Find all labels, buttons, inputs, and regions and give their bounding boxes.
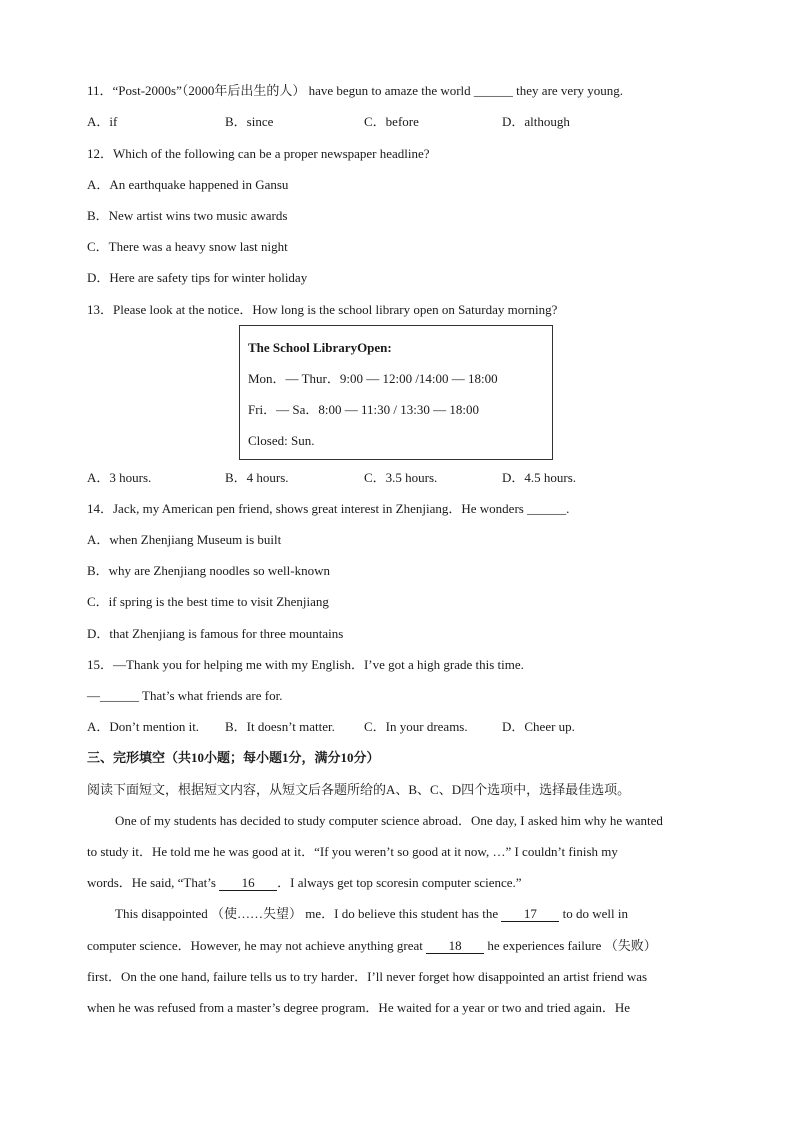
q11-option-b[interactable]: B．since: [225, 114, 274, 129]
q11-stem-start: 11．“Post-2000s”（2000年后出生的人） have begun to amaze the world: [87, 83, 474, 98]
notice-hours-mon-thur: Mon．— Thur．9:00 — 12:00 /14:00 — 18:00: [248, 371, 498, 386]
notice-title: The School LibraryOpen:: [248, 340, 392, 355]
section3-instruction: 阅读下面短文，根据短文内容，从短文后各题所给的A、B、C、D四个选项中，选择最佳选项。: [87, 782, 631, 797]
passage-line-5-end: he experiences failure （失败）: [484, 938, 657, 953]
q13-option-b[interactable]: B．4 hours.: [225, 470, 289, 485]
passage-line-7: when he was refused from a master’s degree program．He waited for a year or two and tried again．He: [87, 1000, 631, 1015]
passage-line-2: to study it．He told me he was good at it．“If you weren’t so good at it now, …” I couldn’t finish my: [87, 844, 618, 859]
notice-hours-fri-sat: Fri．— Sa．8:00 — 11:30 / 13:30 — 18:00: [248, 402, 479, 417]
library-notice-box: [239, 325, 553, 460]
blank-18[interactable]: 18: [426, 939, 484, 954]
q11-option-c[interactable]: C．before: [364, 114, 419, 129]
passage-line-4: [115, 906, 628, 922]
q15-stem: 15．—Thank you for helping me with my English．I’ve got a high grade this time.: [87, 657, 524, 672]
q12-option-c[interactable]: C．There was a heavy snow last night: [87, 239, 288, 254]
q13-option-a[interactable]: A．3 hours.: [87, 470, 152, 485]
passage-line-3-start: words．He said, “That’s: [87, 875, 220, 890]
q11-option-d[interactable]: D．although: [502, 114, 570, 129]
passage-line-4-end: to do well in: [559, 906, 628, 921]
q14-option-a[interactable]: A．when Zhenjiang Museum is built: [87, 532, 282, 547]
notice-closed: Closed: Sun.: [248, 433, 315, 448]
q12-option-a[interactable]: A．An earthquake happened in Gansu: [87, 177, 289, 192]
q15-option-a[interactable]: A．Don’t mention it.: [87, 719, 200, 734]
blank-16[interactable]: 16: [219, 876, 277, 891]
passage-line-5-start: computer science．However, he may not achieve anything great: [87, 938, 427, 953]
q13-stem: 13．Please look at the notice．How long is the school library open on Saturday morning?: [87, 302, 558, 317]
q12-option-b[interactable]: B．New artist wins two music awards: [87, 208, 288, 223]
passage-line-5: [87, 938, 657, 954]
q14-option-b[interactable]: B．why are Zhenjiang noodles so well-known: [87, 563, 330, 578]
q14-option-c[interactable]: C．if spring is the best time to visit Zhenjiang: [87, 594, 329, 609]
q13-option-c[interactable]: C．3.5 hours.: [364, 470, 438, 485]
section3-heading: 三、完形填空（共10小题；每小题1分，满分10分）: [87, 750, 380, 765]
passage-line-3: [87, 875, 522, 891]
passage-line-4-start: This disappointed （使……失望） me．I do believe this student has the: [115, 906, 502, 921]
passage-line-6: first．On the one hand, failure tells us to try harder．I’ll never forget how disappointed an artist friend was: [87, 969, 648, 984]
passage-line-1: One of my students has decided to study computer science abroad．One day, I asked him why he wanted: [115, 813, 663, 828]
q15-option-d[interactable]: D．Cheer up.: [502, 719, 575, 734]
q12-option-d[interactable]: D．Here are safety tips for winter holiday: [87, 270, 308, 285]
q11-blank: ______: [473, 83, 513, 98]
q15-option-c[interactable]: C．In your dreams.: [364, 719, 468, 734]
q13-option-d[interactable]: D．4.5 hours.: [502, 470, 577, 485]
q11-option-a[interactable]: A．if: [87, 114, 118, 129]
q15-option-b[interactable]: B．It doesn’t matter.: [225, 719, 335, 734]
blank-17[interactable]: 17: [501, 907, 559, 922]
q14-stem: 14．Jack, my American pen friend, shows great interest in Zhenjiang．He wonders ______.: [87, 501, 570, 516]
q11-stem-end: they are very young.: [512, 83, 624, 98]
q11-stem: [87, 83, 623, 99]
q14-option-d[interactable]: D．that Zhenjiang is famous for three mountains: [87, 626, 344, 641]
passage-line-3-end: ．I always get top scoresin computer science.”: [277, 875, 522, 890]
q12-stem: 12．Which of the following can be a proper newspaper headline?: [87, 146, 430, 161]
q15-reply: —______ That’s what friends are for.: [87, 688, 283, 703]
